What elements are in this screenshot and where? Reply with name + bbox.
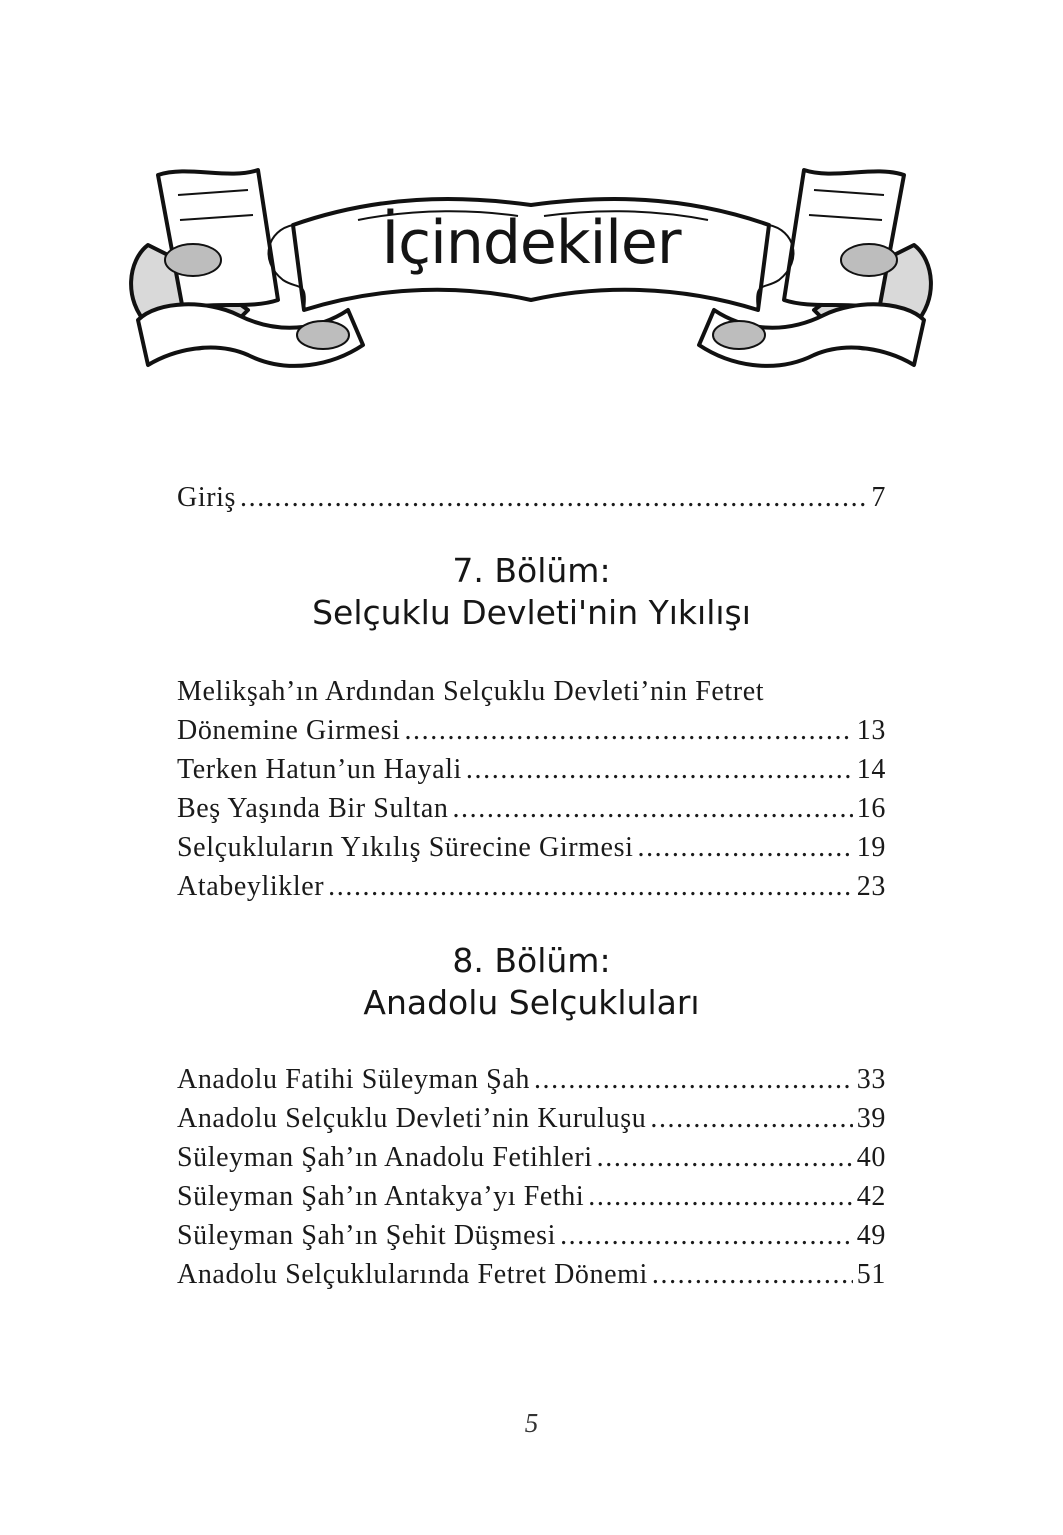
toc-entry-title: Anadolu Selçuklu Devleti’nin Kuruluşu bbox=[177, 1103, 647, 1134]
toc-leader-dots bbox=[404, 711, 852, 750]
toc-entry-page: 51 bbox=[856, 1259, 886, 1290]
toc-entry bbox=[177, 1255, 886, 1294]
toc-intro bbox=[177, 478, 886, 517]
toc-leader-dots bbox=[597, 1138, 853, 1177]
toc-entry-line: Melikşah’ın Ardından Selçuklu Devleti’nin Fetret bbox=[177, 676, 765, 707]
toc-entry-title: Selçukluların Yıkılış Sürecine Girmesi bbox=[177, 832, 634, 863]
toc-entry-title: Anadolu Selçuklularında Fetret Dönemi bbox=[177, 1259, 648, 1290]
toc-entry-title: Süleyman Şah’ın Anadolu Fetihleri bbox=[177, 1142, 593, 1173]
title-banner bbox=[118, 150, 944, 385]
chapter-7-heading bbox=[0, 550, 1063, 634]
chapter-subtitle: Anadolu Selçukluları bbox=[363, 983, 700, 1022]
toc-leader-dots bbox=[534, 1060, 853, 1099]
toc-leader-dots bbox=[466, 750, 853, 789]
toc-leader-dots bbox=[652, 1255, 853, 1294]
page-title: İçindekiler bbox=[381, 208, 681, 278]
toc-entry-title: Süleyman Şah’ın Şehit Düşmesi bbox=[177, 1220, 557, 1251]
toc-entry bbox=[177, 1177, 886, 1216]
toc-entry-title: Beş Yaşında Bir Sultan bbox=[177, 793, 449, 824]
toc-entry-page: 23 bbox=[856, 871, 886, 902]
chapter-number: 8. Bölüm: bbox=[452, 941, 611, 980]
toc-leader-dots bbox=[328, 867, 853, 906]
toc-entry-title: Giriş bbox=[177, 482, 236, 513]
toc-entry bbox=[177, 1138, 886, 1177]
toc-leader-dots bbox=[452, 789, 852, 828]
toc-entry-page: 33 bbox=[856, 1064, 886, 1095]
toc-entry bbox=[177, 478, 886, 517]
toc-entry bbox=[177, 711, 886, 750]
chapter-subtitle: Selçuklu Devleti'nin Yıkılışı bbox=[312, 593, 751, 632]
toc-entry-title: Dönemine Girmesi bbox=[177, 715, 401, 746]
toc-entry-title: Atabeylikler bbox=[177, 871, 325, 902]
page-number: 5 bbox=[524, 1408, 539, 1438]
toc-entry-page: 14 bbox=[856, 754, 886, 785]
toc-entry bbox=[177, 1060, 886, 1099]
toc-entry-page: 7 bbox=[871, 482, 886, 513]
toc-entry bbox=[177, 867, 886, 906]
chapter-number: 7. Bölüm: bbox=[452, 551, 611, 590]
toc-entry bbox=[177, 750, 886, 789]
toc-entry-page: 16 bbox=[856, 793, 886, 824]
toc-entry-page: 13 bbox=[856, 715, 886, 746]
toc-entry bbox=[177, 789, 886, 828]
toc-entry-page: 39 bbox=[856, 1103, 886, 1134]
toc-chapter-7 bbox=[177, 672, 886, 906]
toc-leader-dots bbox=[650, 1099, 852, 1138]
toc-chapter-8 bbox=[177, 1060, 886, 1294]
toc-entry-page: 42 bbox=[856, 1181, 886, 1212]
toc-entry-page: 19 bbox=[856, 832, 886, 863]
toc-entry-title: Terken Hatun’un Hayali bbox=[177, 754, 462, 785]
toc-entry bbox=[177, 1216, 886, 1255]
toc-leader-dots bbox=[240, 478, 867, 517]
chapter-8-heading bbox=[0, 940, 1063, 1024]
toc-leader-dots bbox=[637, 828, 852, 867]
toc-leader-dots bbox=[588, 1177, 853, 1216]
toc-entry-title: Anadolu Fatihi Süleyman Şah bbox=[177, 1064, 530, 1095]
toc-entry bbox=[177, 1099, 886, 1138]
toc-entry-page: 40 bbox=[856, 1142, 886, 1173]
toc-entry-title: Süleyman Şah’ın Antakya’yı Fethi bbox=[177, 1181, 585, 1212]
toc-entry bbox=[177, 828, 886, 867]
toc-entry-page: 49 bbox=[856, 1220, 886, 1251]
toc-leader-dots bbox=[560, 1216, 853, 1255]
